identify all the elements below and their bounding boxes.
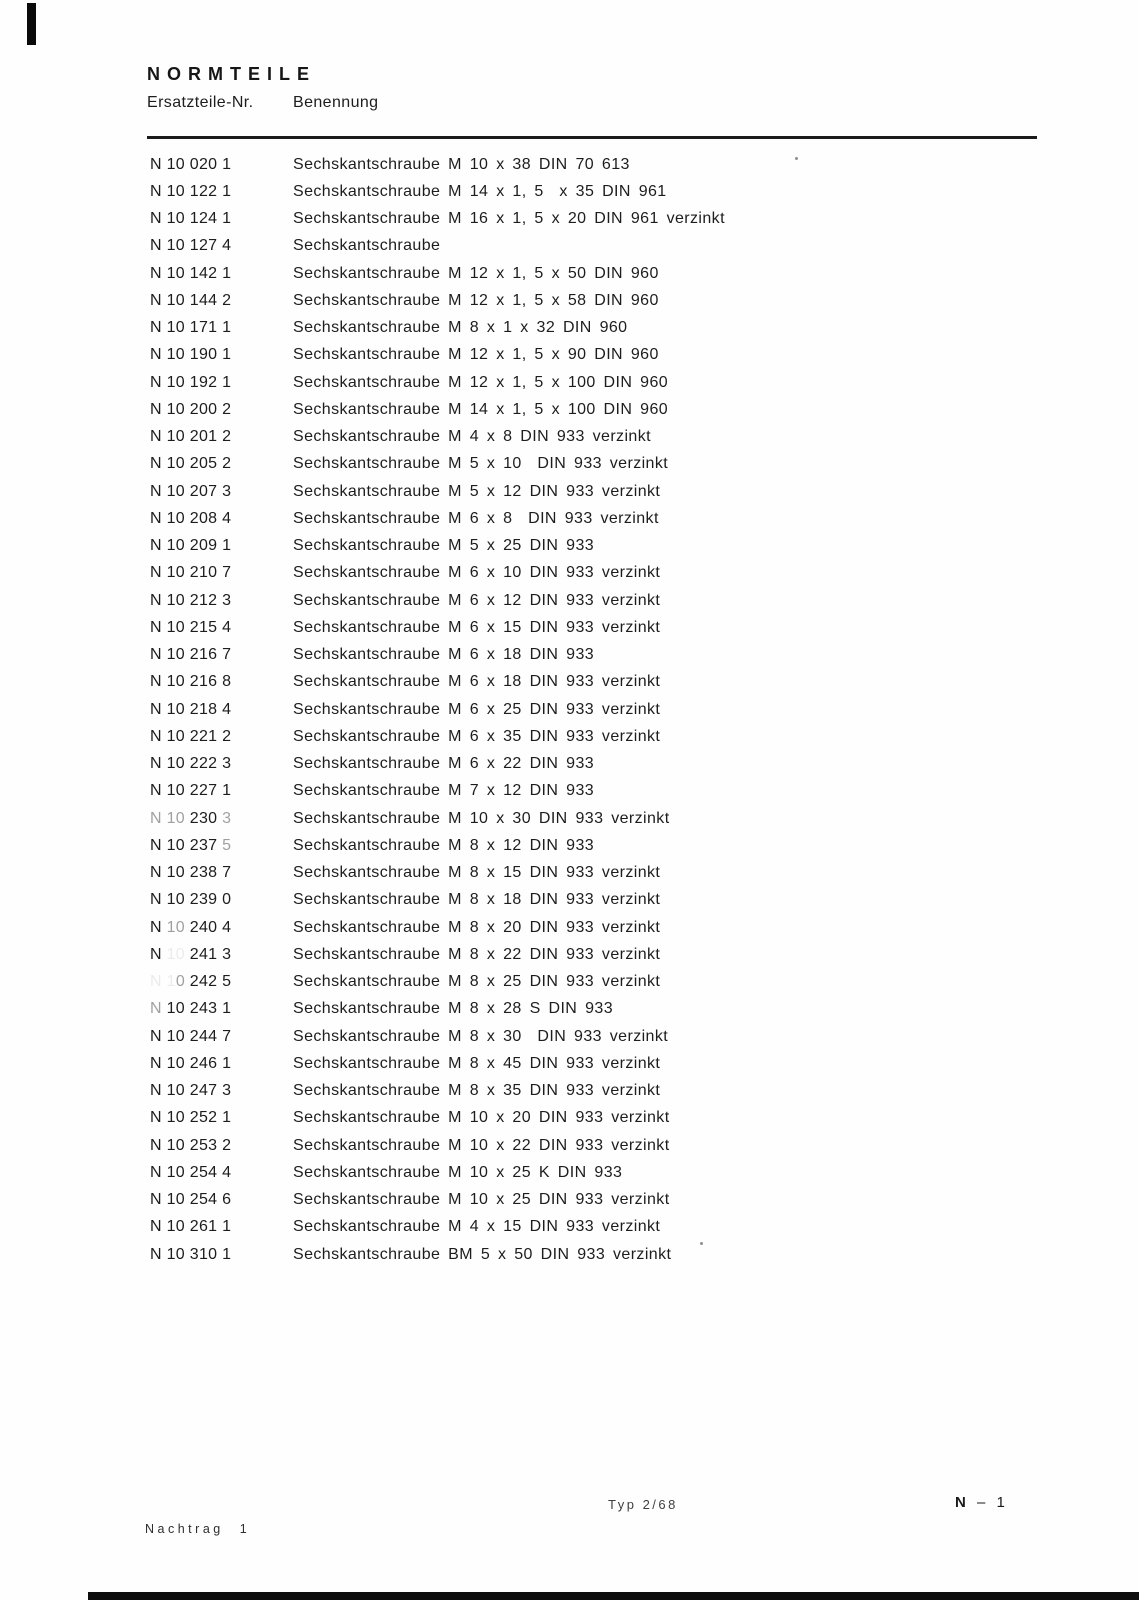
footer-type-label: Typ 2/68 bbox=[608, 1497, 678, 1512]
table-row bbox=[0, 451, 1139, 478]
part-number: N 10 241 3 bbox=[150, 945, 232, 963]
table-row bbox=[0, 969, 1139, 996]
part-number: N 10 218 4 bbox=[150, 700, 232, 718]
table-row bbox=[0, 1132, 1139, 1159]
part-number: N 10 142 1 bbox=[150, 264, 232, 282]
part-name: Sechskantschraube M 6 x 15 DIN 933 verzinkt bbox=[293, 618, 661, 636]
part-name: Sechskantschraube M 6 x 22 DIN 933 bbox=[293, 755, 595, 773]
part-name: Sechskantschraube M 4 x 8 DIN 933 verzinkt bbox=[293, 428, 651, 446]
footer-page-digit: 1 bbox=[996, 1494, 1006, 1511]
part-name: Sechskantschraube M 6 x 35 DIN 933 verzinkt bbox=[293, 727, 661, 745]
part-name: Sechskantschraube M 5 x 12 DIN 933 verzinkt bbox=[293, 482, 661, 500]
part-name: Sechskantschraube M 12 x 1, 5 x 50 DIN 960 bbox=[293, 264, 659, 282]
part-number: N 10 205 2 bbox=[150, 455, 232, 473]
table-row bbox=[0, 560, 1139, 587]
part-name: Sechskantschraube M 12 x 1, 5 x 100 DIN 960 bbox=[293, 373, 669, 391]
table-row bbox=[0, 478, 1139, 505]
part-number: N 10 127 4 bbox=[150, 237, 232, 255]
part-number: N 10 261 1 bbox=[150, 1218, 232, 1236]
part-number: N 10 124 1 bbox=[150, 210, 232, 228]
table-row bbox=[0, 860, 1139, 887]
part-number: N 10 207 3 bbox=[150, 482, 232, 500]
table-row bbox=[0, 369, 1139, 396]
table-row bbox=[0, 941, 1139, 968]
table-row bbox=[0, 832, 1139, 859]
table-row bbox=[0, 805, 1139, 832]
part-name: Sechskantschraube M 12 x 1, 5 x 90 DIN 960 bbox=[293, 346, 659, 364]
part-number: N 10 122 1 bbox=[150, 182, 232, 200]
parts-table-body bbox=[0, 151, 1139, 1268]
part-name: Sechskantschraube M 8 x 45 DIN 933 verzinkt bbox=[293, 1054, 661, 1072]
part-number: N 10 216 7 bbox=[150, 646, 232, 664]
part-name: Sechskantschraube M 4 x 15 DIN 933 verzinkt bbox=[293, 1218, 661, 1236]
part-number: N 10 243 1 bbox=[150, 1000, 232, 1018]
table-row bbox=[0, 533, 1139, 560]
scan-artifact-bottom-bar bbox=[88, 1592, 1139, 1600]
part-name: Sechskantschraube M 7 x 12 DIN 933 bbox=[293, 782, 595, 800]
part-number: N 10 253 2 bbox=[150, 1136, 232, 1154]
part-number: N 10 254 4 bbox=[150, 1163, 232, 1181]
part-number: N 10 252 1 bbox=[150, 1109, 232, 1127]
table-row bbox=[0, 914, 1139, 941]
part-number: N 10 246 1 bbox=[150, 1054, 232, 1072]
part-name: Sechskantschraube M 8 x 28 S DIN 933 bbox=[293, 1000, 613, 1018]
table-row bbox=[0, 315, 1139, 342]
part-number: N 10 237 5 bbox=[150, 836, 232, 854]
table-row bbox=[0, 1050, 1139, 1077]
footer-page-letter: N bbox=[955, 1494, 967, 1511]
table-row bbox=[0, 751, 1139, 778]
part-name: Sechskantschraube M 5 x 10 DIN 933 verzinkt bbox=[293, 455, 669, 473]
part-name: Sechskantschraube M 10 x 20 DIN 933 verzinkt bbox=[293, 1109, 670, 1127]
column-header-number: Ersatzteile-Nr. bbox=[147, 94, 254, 111]
table-row bbox=[0, 233, 1139, 260]
table-row bbox=[0, 1159, 1139, 1186]
part-name: Sechskantschraube M 10 x 22 DIN 933 verzinkt bbox=[293, 1136, 670, 1154]
part-name: Sechskantschraube M 14 x 1, 5 x 35 DIN 961 bbox=[293, 182, 667, 200]
table-row bbox=[0, 206, 1139, 233]
part-number: N 10 227 1 bbox=[150, 782, 232, 800]
part-name: Sechskantschraube M 6 x 10 DIN 933 verzinkt bbox=[293, 564, 661, 582]
part-number: N 10 020 1 bbox=[150, 155, 232, 173]
part-number: N 10 210 7 bbox=[150, 564, 232, 582]
table-row bbox=[0, 642, 1139, 669]
part-name: Sechskantschraube M 8 x 12 DIN 933 bbox=[293, 836, 595, 854]
table-row bbox=[0, 178, 1139, 205]
part-name: Sechskantschraube M 6 x 18 DIN 933 bbox=[293, 646, 595, 664]
part-number: N 10 190 1 bbox=[150, 346, 232, 364]
column-header-name: Benennung bbox=[293, 94, 379, 111]
part-name: Sechskantschraube M 6 x 12 DIN 933 verzinkt bbox=[293, 591, 661, 609]
part-number: N 10 201 2 bbox=[150, 428, 232, 446]
footer-page-number bbox=[955, 1494, 1006, 1511]
footer-nachtrag-label: Nachtrag 1 bbox=[145, 1522, 251, 1536]
table-row bbox=[0, 151, 1139, 178]
part-number: N 10 247 3 bbox=[150, 1082, 232, 1100]
scan-speck bbox=[795, 157, 798, 160]
table-row bbox=[0, 1105, 1139, 1132]
part-number: N 10 215 4 bbox=[150, 618, 232, 636]
part-number: N 10 192 1 bbox=[150, 373, 232, 391]
part-number: N 10 209 1 bbox=[150, 537, 232, 555]
table-row bbox=[0, 260, 1139, 287]
part-name: Sechskantschraube bbox=[293, 237, 441, 255]
part-name: Sechskantschraube M 8 x 15 DIN 933 verzinkt bbox=[293, 864, 661, 882]
part-name: Sechskantschraube M 5 x 25 DIN 933 bbox=[293, 537, 595, 555]
part-name: Sechskantschraube M 16 x 1, 5 x 20 DIN 961 verzinkt bbox=[293, 210, 725, 228]
part-number: N 10 208 4 bbox=[150, 509, 232, 527]
table-row bbox=[0, 287, 1139, 314]
table-row bbox=[0, 396, 1139, 423]
part-name: Sechskantschraube M 6 x 18 DIN 933 verzinkt bbox=[293, 673, 661, 691]
part-name: Sechskantschraube M 6 x 25 DIN 933 verzinkt bbox=[293, 700, 661, 718]
table-row bbox=[0, 778, 1139, 805]
table-row bbox=[0, 424, 1139, 451]
part-name: Sechskantschraube BM 5 x 50 DIN 933 verzinkt bbox=[293, 1245, 672, 1263]
table-row bbox=[0, 1078, 1139, 1105]
part-name: Sechskantschraube M 8 x 30 DIN 933 verzinkt bbox=[293, 1027, 669, 1045]
part-number: N 10 221 2 bbox=[150, 727, 232, 745]
part-number: N 10 200 2 bbox=[150, 400, 232, 418]
part-number: N 10 171 1 bbox=[150, 319, 232, 337]
header-divider bbox=[147, 136, 1037, 139]
part-name: Sechskantschraube M 8 x 22 DIN 933 verzinkt bbox=[293, 945, 661, 963]
part-name: Sechskantschraube M 12 x 1, 5 x 58 DIN 960 bbox=[293, 291, 659, 309]
part-number: N 10 222 3 bbox=[150, 755, 232, 773]
table-row bbox=[0, 1214, 1139, 1241]
table-row bbox=[0, 1241, 1139, 1268]
table-row bbox=[0, 614, 1139, 641]
part-name: Sechskantschraube M 8 x 25 DIN 933 verzinkt bbox=[293, 973, 661, 991]
table-row bbox=[0, 723, 1139, 750]
table-row bbox=[0, 505, 1139, 532]
scan-speck bbox=[700, 1242, 703, 1245]
part-number: N 10 230 3 bbox=[150, 809, 232, 827]
part-name: Sechskantschraube M 8 x 1 x 32 DIN 960 bbox=[293, 319, 628, 337]
part-name: Sechskantschraube M 14 x 1, 5 x 100 DIN 960 bbox=[293, 400, 669, 418]
part-name: Sechskantschraube M 6 x 8 DIN 933 verzinkt bbox=[293, 509, 659, 527]
part-number: N 10 310 1 bbox=[150, 1245, 232, 1263]
table-row bbox=[0, 887, 1139, 914]
table-row bbox=[0, 669, 1139, 696]
part-name: Sechskantschraube M 10 x 30 DIN 933 verzinkt bbox=[293, 809, 670, 827]
table-row bbox=[0, 587, 1139, 614]
part-name: Sechskantschraube M 8 x 18 DIN 933 verzinkt bbox=[293, 891, 661, 909]
table-row bbox=[0, 996, 1139, 1023]
part-number: N 10 242 5 bbox=[150, 973, 232, 991]
part-number: N 10 212 3 bbox=[150, 591, 232, 609]
part-number: N 10 144 2 bbox=[150, 291, 232, 309]
part-name: Sechskantschraube M 10 x 25 DIN 933 verzinkt bbox=[293, 1191, 670, 1209]
page-title: NORMTEILE bbox=[147, 64, 316, 84]
part-name: Sechskantschraube M 8 x 20 DIN 933 verzinkt bbox=[293, 918, 661, 936]
part-number: N 10 238 7 bbox=[150, 864, 232, 882]
part-name: Sechskantschraube M 10 x 25 K DIN 933 bbox=[293, 1163, 623, 1181]
table-row bbox=[0, 1187, 1139, 1214]
part-number: N 10 240 4 bbox=[150, 918, 232, 936]
part-number: N 10 216 8 bbox=[150, 673, 232, 691]
part-number: N 10 239 0 bbox=[150, 891, 232, 909]
scan-artifact-top-left-bar bbox=[27, 3, 36, 45]
column-headers bbox=[147, 94, 1047, 116]
part-name: Sechskantschraube M 8 x 35 DIN 933 verzinkt bbox=[293, 1082, 661, 1100]
table-row bbox=[0, 342, 1139, 369]
part-number: N 10 244 7 bbox=[150, 1027, 232, 1045]
table-row bbox=[0, 696, 1139, 723]
part-number: N 10 254 6 bbox=[150, 1191, 232, 1209]
footer-page-dash: – bbox=[977, 1494, 987, 1511]
part-name: Sechskantschraube M 10 x 38 DIN 70 613 bbox=[293, 155, 630, 173]
table-row bbox=[0, 1023, 1139, 1050]
